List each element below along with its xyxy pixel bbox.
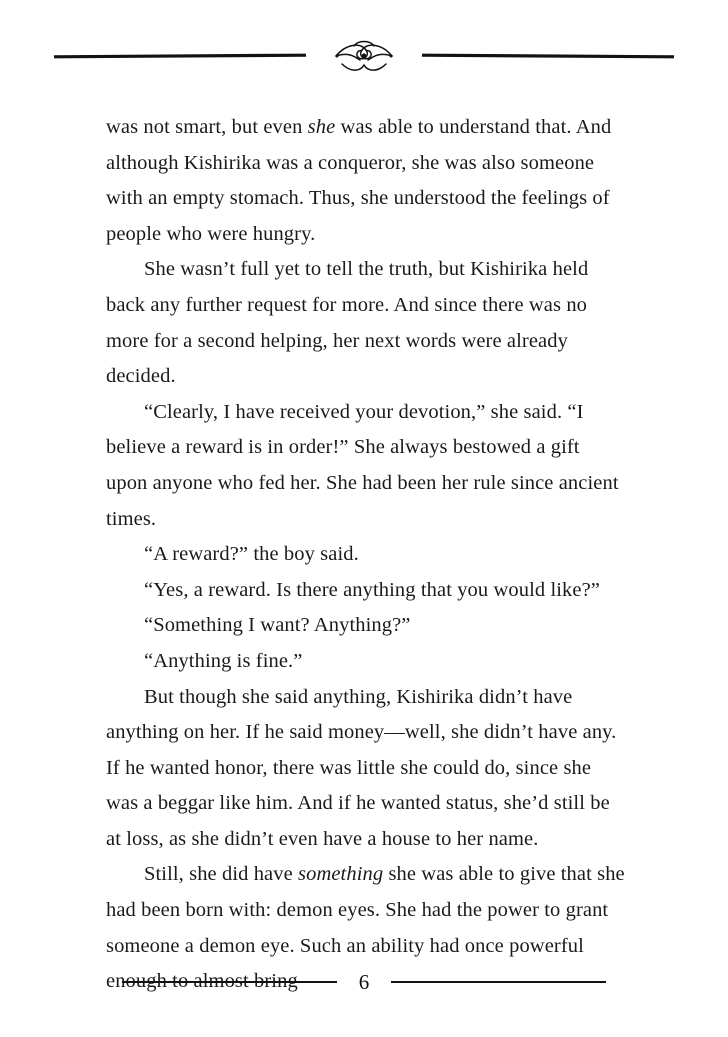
paragraph: [106, 252, 626, 394]
text-run: was not smart, but even: [106, 116, 308, 138]
page-number: 6: [358, 969, 370, 994]
text-run: “Anything is fine.”: [144, 649, 303, 672]
text-run: “Yes, a reward. Is there anything that you would like?”: [144, 578, 600, 601]
paragraph: [106, 110, 626, 252]
flourish-divider-ornament: [0, 34, 728, 80]
paragraph: [106, 395, 626, 537]
text-run: she was able to give that she had been born with: demon eyes. She had the power to grant someone a demon eye. Such an ability had once powerful enough to almost bring: [106, 863, 625, 993]
text-run: “Clearly, I have received your devotion,” she said. “I believe a reward is in order!” She always bestowed a gift upon anyone who fed her. She had been her rule since ancient times.: [106, 400, 619, 530]
text-run: “Something I want? Anything?”: [144, 614, 411, 637]
page-footer: [0, 962, 728, 1002]
paragraph: [106, 644, 626, 680]
emphasis-text: something: [298, 863, 384, 886]
paragraph: [106, 680, 626, 858]
page-body-text: [106, 110, 626, 1000]
paragraph: [106, 573, 626, 609]
emphasis-text: she: [307, 116, 336, 138]
text-run: was able to understand that. And although Kishirika was a conqueror, she was also someone with an empty stomach. Thus, she understood the feelings of people who were hungry.: [106, 116, 612, 245]
footer-rule-left: [122, 981, 337, 983]
text-run: “A reward?” the boy said.: [144, 543, 359, 566]
paragraph: [106, 537, 626, 573]
text-run: She wasn’t full yet to tell the truth, but Kishirika held back any further request for more. And since there was no more for a second helping, her next words were already decided.: [106, 258, 589, 388]
paragraph: [106, 608, 626, 644]
text-run: But though she said anything, Kishirika didn’t have anything on her. If he said money—well, she didn’t have any. If he wanted honor, there was little she could do, since she was a beggar like him. And if he wanted status, she’d still be at loss, as she didn’t even have a house to her name.: [106, 685, 617, 850]
footer-rule-right: [391, 981, 606, 983]
text-run: Still, she did have: [144, 863, 299, 886]
